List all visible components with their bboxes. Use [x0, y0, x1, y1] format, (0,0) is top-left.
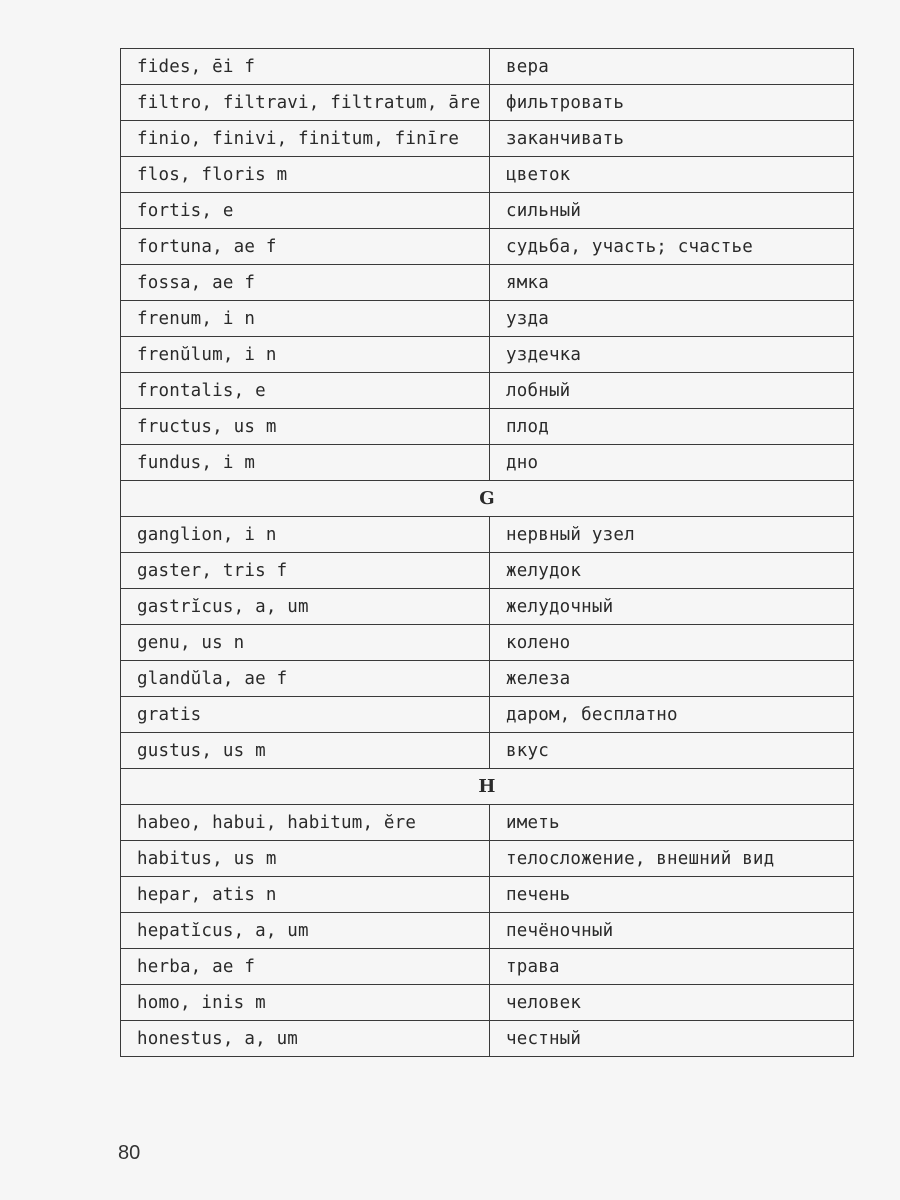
russian-translation-cell: трава: [490, 949, 854, 985]
russian-translation-cell: вера: [490, 49, 854, 85]
russian-translation-cell: иметь: [490, 805, 854, 841]
table-row: [121, 625, 854, 661]
russian-translation-cell: сильный: [490, 193, 854, 229]
russian-translation-cell: честный: [490, 1021, 854, 1057]
russian-translation-cell: человек: [490, 985, 854, 1021]
latin-term-cell: gustus, us m: [121, 733, 490, 769]
latin-term-cell: hepatĭcus, a, um: [121, 913, 490, 949]
table-row: [121, 85, 854, 121]
latin-term-cell: fortis, e: [121, 193, 490, 229]
table-row: [121, 157, 854, 193]
section-header-row: [121, 481, 854, 517]
russian-translation-cell: железа: [490, 661, 854, 697]
latin-term-cell: genu, us n: [121, 625, 490, 661]
latin-term-cell: honestus, a, um: [121, 1021, 490, 1057]
russian-translation-cell: лобный: [490, 373, 854, 409]
section-header-row: [121, 769, 854, 805]
latin-term-cell: fundus, i m: [121, 445, 490, 481]
latin-term-cell: gratis: [121, 697, 490, 733]
latin-term-cell: frenum, i n: [121, 301, 490, 337]
table-row: [121, 697, 854, 733]
table-row: [121, 985, 854, 1021]
russian-translation-cell: вкус: [490, 733, 854, 769]
table-row: [121, 337, 854, 373]
table-row: [121, 229, 854, 265]
latin-term-cell: fossa, ae f: [121, 265, 490, 301]
vocabulary-table: [120, 48, 854, 1057]
latin-term-cell: finio, finivi, finitum, finīre: [121, 121, 490, 157]
latin-term-cell: habitus, us m: [121, 841, 490, 877]
section-letter: H: [121, 769, 854, 805]
vocabulary-table-body: [121, 49, 854, 1057]
table-row: [121, 121, 854, 157]
latin-term-cell: habeo, habui, habitum, ĕre: [121, 805, 490, 841]
russian-translation-cell: желудочный: [490, 589, 854, 625]
table-row: [121, 949, 854, 985]
table-row: [121, 589, 854, 625]
table-row: [121, 661, 854, 697]
latin-term-cell: homo, inis m: [121, 985, 490, 1021]
russian-translation-cell: колено: [490, 625, 854, 661]
table-row: [121, 841, 854, 877]
table-row: [121, 733, 854, 769]
latin-term-cell: filtro, filtravi, filtratum, āre: [121, 85, 490, 121]
table-row: [121, 301, 854, 337]
latin-term-cell: gastrĭcus, a, um: [121, 589, 490, 625]
latin-term-cell: ganglion, i n: [121, 517, 490, 553]
latin-term-cell: herba, ae f: [121, 949, 490, 985]
russian-translation-cell: нервный узел: [490, 517, 854, 553]
russian-translation-cell: желудок: [490, 553, 854, 589]
latin-term-cell: frontalis, e: [121, 373, 490, 409]
latin-term-cell: gaster, tris f: [121, 553, 490, 589]
latin-term-cell: frenŭlum, i n: [121, 337, 490, 373]
table-row: [121, 373, 854, 409]
russian-translation-cell: дно: [490, 445, 854, 481]
latin-term-cell: fructus, us m: [121, 409, 490, 445]
latin-term-cell: flos, floris m: [121, 157, 490, 193]
russian-translation-cell: фильтровать: [490, 85, 854, 121]
table-row: [121, 193, 854, 229]
table-row: [121, 913, 854, 949]
russian-translation-cell: плод: [490, 409, 854, 445]
russian-translation-cell: телосложение, внешний вид: [490, 841, 854, 877]
table-row: [121, 409, 854, 445]
page-number: 80: [118, 1142, 141, 1164]
table-row: [121, 553, 854, 589]
latin-term-cell: fides, ēi f: [121, 49, 490, 85]
table-row: [121, 1021, 854, 1057]
table-row: [121, 49, 854, 85]
russian-translation-cell: узда: [490, 301, 854, 337]
russian-translation-cell: ямка: [490, 265, 854, 301]
table-row: [121, 805, 854, 841]
latin-term-cell: fortuna, ae f: [121, 229, 490, 265]
russian-translation-cell: печень: [490, 877, 854, 913]
table-row: [121, 517, 854, 553]
table-row: [121, 445, 854, 481]
russian-translation-cell: печёночный: [490, 913, 854, 949]
table-row: [121, 265, 854, 301]
latin-term-cell: glandŭla, ae f: [121, 661, 490, 697]
russian-translation-cell: даром, бесплатно: [490, 697, 854, 733]
russian-translation-cell: уздечка: [490, 337, 854, 373]
russian-translation-cell: цветок: [490, 157, 854, 193]
russian-translation-cell: судьба, участь; счастье: [490, 229, 854, 265]
table-row: [121, 877, 854, 913]
russian-translation-cell: заканчивать: [490, 121, 854, 157]
section-letter: G: [121, 481, 854, 517]
latin-term-cell: hepar, atis n: [121, 877, 490, 913]
